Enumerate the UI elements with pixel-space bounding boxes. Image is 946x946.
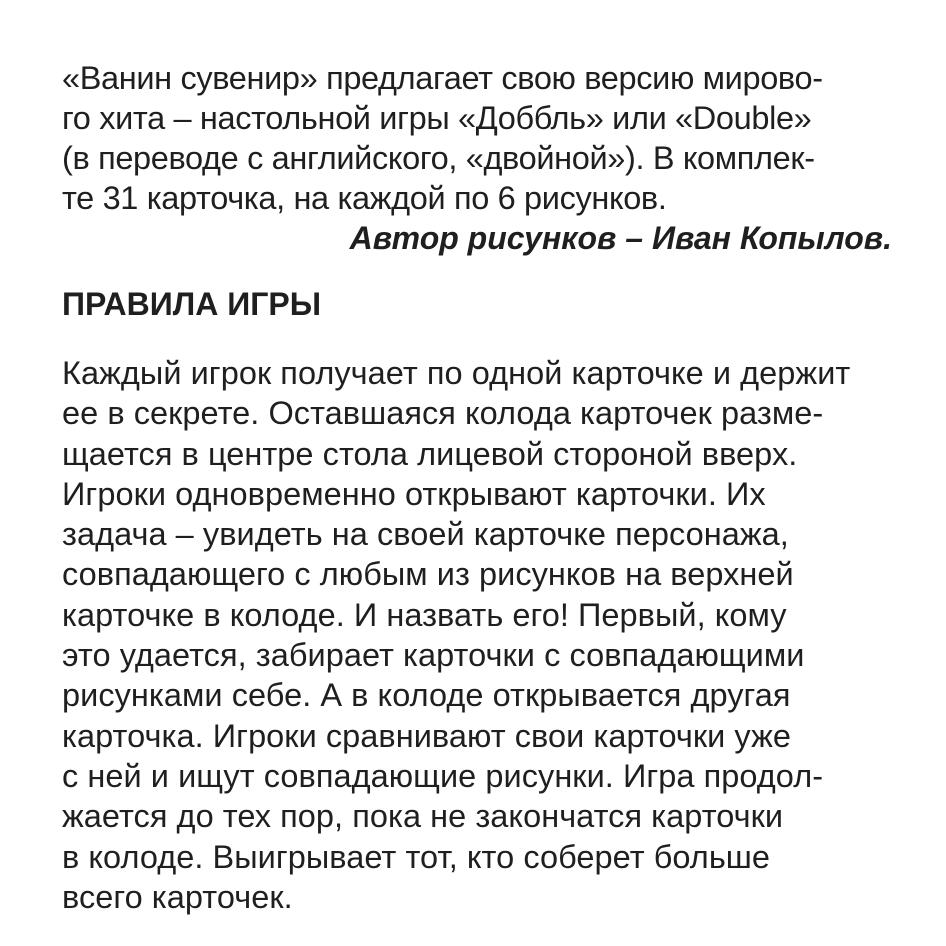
- rules-line: задача – увидеть на своей карточке персонажа,: [62, 516, 789, 553]
- rules-heading: ПРАВИЛА ИГРЫ: [62, 286, 322, 322]
- rules-line: жается до тех пор, пока не закончатся карточки: [62, 798, 784, 835]
- intro-line: те 31 карточка, на каждой по 6 рисунков.: [62, 180, 667, 216]
- rules-paragraph: [62, 353, 892, 917]
- intro-paragraph: [62, 58, 892, 258]
- rules-line: всего карточек.: [62, 878, 293, 915]
- rules-line: карточке в колоде. И назвать его! Первый, кому: [62, 596, 787, 633]
- intro-line: (в переводе с английского, «двойной»). В комплек-: [62, 140, 815, 176]
- rules-line: совпадающего с любым из рисунков на верхней: [62, 556, 794, 593]
- rules-line: с ней и ищут совпадающие рисунки. Игра продол-: [62, 757, 824, 794]
- rules-line: Каждый игрок получает по одной карточке и держит: [62, 355, 851, 391]
- rules-line: карточка. Игроки сравнивают свои карточки уже: [62, 717, 792, 754]
- rules-line: в колоде. Выигрывает тот, кто соберет больше: [62, 838, 771, 875]
- rules-line: это удается, забирает карточки с совпадающими: [62, 637, 805, 674]
- rules-line: щается в центре стола лицевой стороной вверх.: [62, 435, 798, 472]
- document-page: [62, 58, 892, 917]
- rules-line: рисунками себе. А в колоде открывается другая: [62, 677, 791, 714]
- author-credit: Автор рисунков – Иван Копылов.: [349, 220, 892, 256]
- intro-line: го хита – настольной игры «Доббль» или «Double»: [62, 100, 812, 136]
- rules-line: Игроки одновременно открывают карточки. Их: [62, 475, 766, 512]
- rules-line: ее в секрете. Оставшаяся колода карточек разме-: [62, 395, 824, 432]
- intro-line: «Ванин сувенир» предлагает свою версию мирово-: [62, 60, 823, 96]
